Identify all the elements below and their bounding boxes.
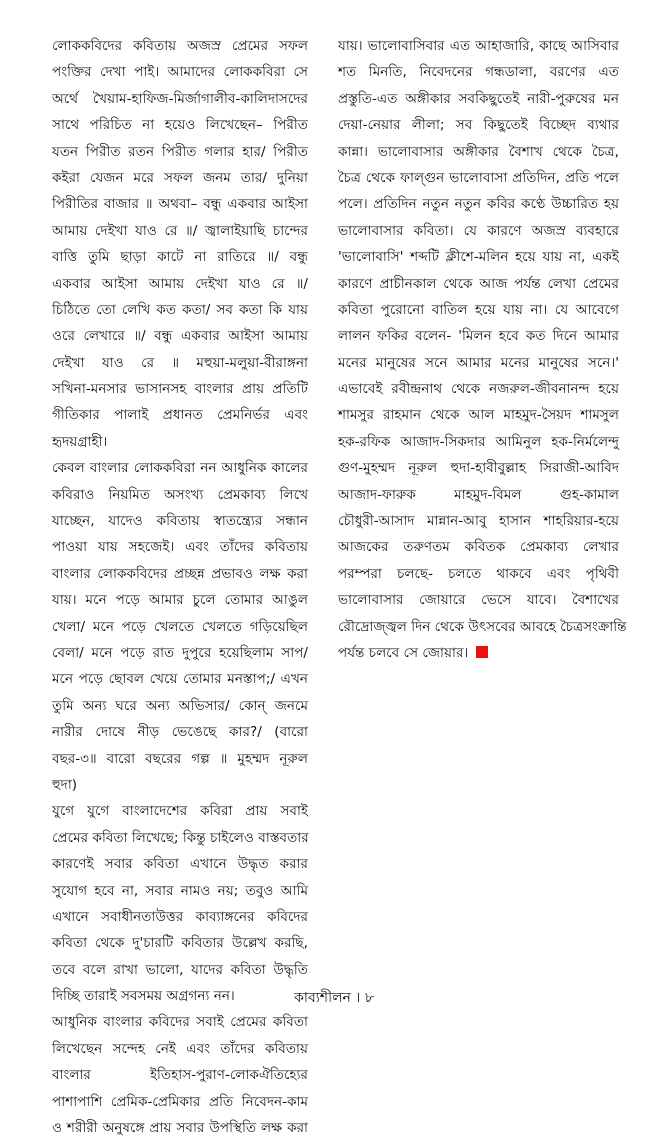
text-line: কবিতা পুরোনো বাতিল হয়ে যায় না। যে আবেগে [338, 301, 619, 318]
text-line: পরম্পরা চলছে- চলতে থাকবে এবং পৃথিবী [338, 565, 619, 582]
text-line: প্রেমের কবিতা লিখেছে; কিন্তু চাইলেও বাস্তবতার [52, 829, 309, 846]
text-line: লালন ফকির বলেন- 'মিলন হবে কত দিনে আমার [338, 328, 619, 345]
text-line: 'ভালোবাসি' শব্দটি ক্লীশে-মলিন হয়ে যায় না, একই [338, 249, 619, 266]
paragraph [52, 33, 308, 455]
footer-separator: । [355, 990, 361, 1006]
text-line: ভালোবাসার কবিতা। যে কারণে অজস্র ব্যবহারে [338, 222, 619, 239]
left-column [52, 33, 308, 1141]
text-line: যায়। ভালোবাসিবার এত আহাজারি, কাছে আসিবার [338, 38, 619, 54]
text-line: শত মিনতি, নিবেদনের গন্ধডালা, বরণের এত [338, 64, 619, 81]
end-of-article-square-icon [476, 646, 488, 658]
text-line: কারণেই সবার কবিতা এখানে উদ্ধৃত করার [52, 856, 308, 873]
text-line: প্রস্তুতি-এত অঙ্গীকার সবকিছুতেই নারী-পুরুষের মন [338, 90, 619, 107]
text-line: একবার আইসা আমায় দেইখা যাও রে ॥/ [52, 275, 308, 292]
text-line: শামসুর রাহমান থেকে আল মাহমুদ-সৈয়দ শামসুল [338, 407, 619, 424]
text-line: বেলা/ মনে পড়ে রাত দুপুরে হয়েছিলাম সাপ/ [52, 644, 308, 661]
text-line: আজাদ-ফারুক মাহমুদ-বিমল গুহ-কামাল [338, 486, 619, 503]
text-line: বছর-৩॥ বারো বছরের গল্প ॥ মুহম্মদ নূরুল [52, 750, 308, 767]
text-line: হৃদয়গ্রাহী। [52, 433, 108, 450]
text-line: চৌধুরী-আসাদ মান্নান-আবু হাসান শাহরিয়ার-হয়ে [338, 513, 619, 530]
text-line: খেলা/ মনে পড়ে খেলতে খেলতে গড়িয়েছিল [52, 618, 308, 635]
text-line: দেইখা যাও রে ॥ মহুয়া-মলুয়া-বীরাঙ্গনা [52, 354, 308, 371]
text-line: এভাবেই রবীন্দ্রনাথ থেকে নজরুল-জীবনানন্দ হয়ে [338, 381, 619, 398]
text-line: গীতিকার পালাই প্রধানত প্রেমনির্ভর এবং [52, 407, 308, 424]
text-line: ভালোবাসার জোয়ারে ভেসে যাবে। বৈশাখের [338, 592, 619, 609]
text-line: যতন পিরীত রতন পিরীত গলার হার/ পিরীত [52, 143, 308, 160]
text-line: গুণ-মুহম্মদ নূরুল হুদা-হাবীবুল্লাহ সিরাজী-আবিদ [338, 460, 619, 477]
text-line: কেবল বাংলার লোককবিরা নন আধুনিক কালের [52, 460, 308, 477]
text-line: এখানে সবাধীনতাউত্তর কাব্যাঙ্গনের কবিদের [52, 908, 308, 925]
text-line-final [338, 640, 619, 666]
text-line: রৌদ্রোজ্জ্বল দিন থেকে উৎসবের আবহে চৈত্রসংক্রান্তি [338, 618, 627, 635]
text-line: বাংলার ইতিহাস-পুরাণ-লোকঐতিহ্যের [52, 1067, 308, 1084]
text-line: কান্না। ভালোবাসার অঙ্গীকার বৈশাখ থেকে চৈত্র, [338, 143, 619, 160]
page-number: ৮ [364, 990, 374, 1006]
text-line: পলে। প্রতিদিন নতুন নতুন কবির কণ্ঠে উচ্চারিত হয় [338, 196, 619, 213]
text-line: দেয়া-নেয়ার লীলা; সব কিছুতেই বিচ্ছেদ ব্যথার [338, 117, 619, 134]
text-line: মনের মানুষের সনে আমার মনের মানুষের সনে।' [338, 354, 619, 371]
text-line: ওরে লেখারে ॥/ বন্ধু একবার আইসা আমায় [52, 328, 308, 345]
paragraph [52, 798, 308, 1009]
paragraph [52, 455, 308, 798]
text-line: সখিনা-মনসার ভাসানসহ বাংলার প্রায় প্রতিটি [52, 381, 308, 398]
text-line: লোককবিদের কবিতায় অজস্র প্রেমের সফল [52, 38, 308, 54]
text-line: পংক্তির দেখা পাই। আমাদের লোককবিরা সে [52, 64, 308, 81]
text-line: পিরীতির বাজার ॥ অথবা– বন্ধু একবার আইসা [52, 196, 308, 213]
right-column [338, 33, 627, 666]
paragraph [338, 33, 627, 666]
text-line: আধুনিক বাংলার কবিদের সবাই প্রেমের কবিতা [52, 1014, 308, 1031]
text-line: আমায় দেইখা যাও রে ॥/ জ্বালাইয়াছি চান্দের [52, 222, 308, 239]
text-line: হুদা) [52, 776, 78, 793]
text-line: তুমি অন্য ঘরে অন্য অভিসার/ কোন্ জনমে [52, 697, 308, 714]
text-line: পাশাপাশি প্রেমিক-প্রেমিকার প্রতি নিবেদন-কাম [52, 1093, 308, 1110]
text-line: চৈত্র থেকে ফাল্গুন ভালোবাসা প্রতিদিন, প্রতি পলে [338, 169, 619, 186]
text-line: মনে পড়ে ছোবল খেয়ে তোমার মনস্তাপ;/ এখন [52, 671, 308, 688]
text-line: নারীর দোষে নীড় ভেঙেছে কার?/ (বারো [52, 724, 308, 741]
text-line: আজকের তরুণতম কবিতক প্রেমকাব্য লেখার [338, 539, 619, 556]
text-line: বাত্তি তুমি ছাড়া কাটে না রাতিরে ॥/ বন্ধু [52, 249, 308, 266]
text-line: বাংলার লোককবিদের প্রচ্ছন্ন প্রভাবও লক্ষ করা [52, 565, 308, 582]
paragraph [52, 1009, 308, 1141]
text-line: সাথে পরিচিত না হয়েও লিখেছেন– পিরীত [52, 117, 308, 134]
text-line: কইরা যেজন মরে সফল জনম তার/ দুনিয়া [52, 169, 308, 186]
text-line: যুগে যুগে বাংলাদেশের কবিরা প্রায় সবাই [52, 803, 308, 820]
text-line: সুযোগ হবে না, সবার নামও নয়; তবুও আমি [52, 882, 308, 899]
text-line: কবিরাও নিয়মিত অসংখ্য প্রেমকাব্য লিখে [52, 486, 308, 503]
text-line: যাচ্ছেন, যাদেও কবিতায় স্বাতন্ত্র্যের সন্ধান [52, 513, 308, 530]
text-line: চিঠিতে তো লেখি কত কতা/ সব কতা কি যায় [52, 301, 308, 318]
text-line: কারণে প্রাচীনকাল থেকে আজ পর্যন্ত লেখা প্রেমের [338, 275, 619, 292]
text-line: পাওয়া যায় সহজেই। এবং তাঁদের কবিতায় [52, 539, 308, 556]
text-line: যায়। মনে পড়ে আমার চুলে তোমার আঙুল [52, 592, 308, 609]
text-line: লিখেছেন সন্দেহ নেই এবং তাঁদের কবিতায় [52, 1040, 308, 1057]
text-line: ও শরীরী অনুষঙ্গে প্রায় সবার উপস্থিতি লক্ষ করা [52, 1120, 308, 1137]
publication-name: কাব্যশীলন [294, 990, 351, 1006]
text-line: অর্থে খৈয়াম-হাফিজ-মির্জাগালীব-কালিদাসদের [52, 90, 308, 107]
page-footer [0, 986, 668, 1010]
text-line: দিচ্ছি তারাই সবসময় অগ্রগন্য নন। [52, 988, 235, 1005]
final-text: পর্যন্ত চলবে সে জোয়ার। [338, 644, 469, 661]
text-line: তবে বলে রাখা ভালো, যাদের কবিতা উদ্ধৃতি [52, 961, 308, 978]
text-line: হক-রফিক আজাদ-সিকদার আমিনুল হক-নির্মলেন্দু [338, 433, 619, 450]
text-line: কবিতা থেকে দু'চারটি কবিতার উল্লেখ করছি, [52, 935, 308, 952]
